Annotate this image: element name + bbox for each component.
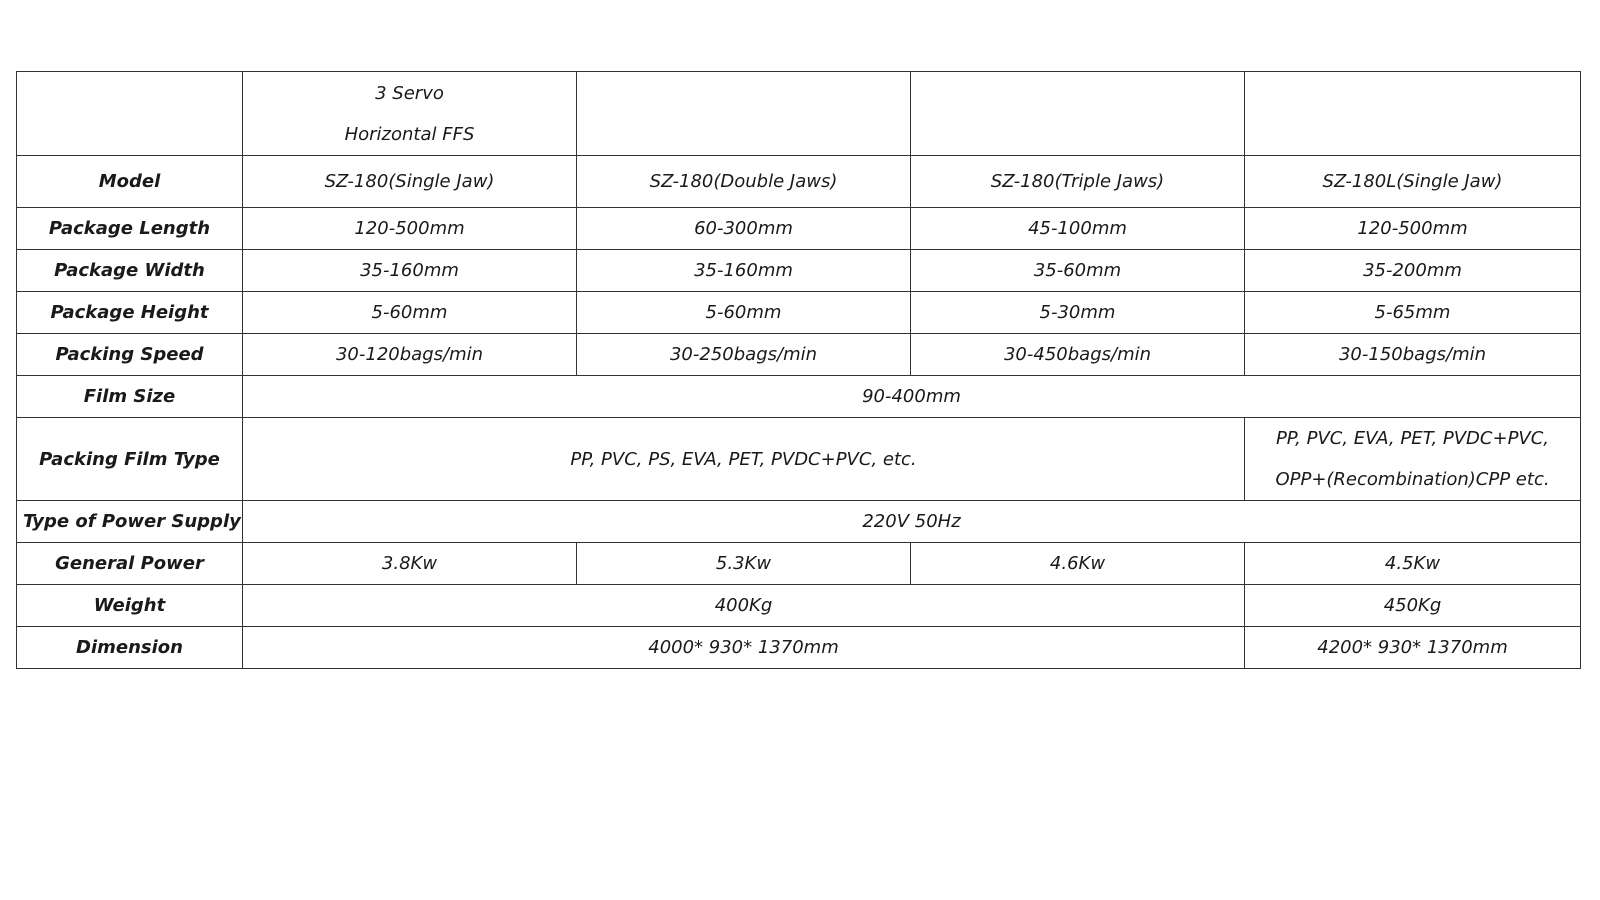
- package-height-cell: 5-60mm: [243, 292, 577, 334]
- packing-film-type-cell: PP, PVC, PS, EVA, PET, PVDC+PVC, etc.: [243, 418, 1245, 501]
- model-cell: SZ-180L(Single Jaw): [1245, 156, 1581, 208]
- package-length-cell: 60-300mm: [577, 208, 911, 250]
- packing-speed-cell: 30-450bags/min: [911, 334, 1245, 376]
- header-title-line1: 3 Servo: [375, 82, 444, 104]
- row-label-weight: Weight: [17, 585, 243, 627]
- general-power-cell: 3.8Kw: [243, 543, 577, 585]
- general-power-cell: 4.6Kw: [911, 543, 1245, 585]
- weight-cell: 400Kg: [243, 585, 1245, 627]
- package-width-cell: 35-160mm: [577, 250, 911, 292]
- model-cell: SZ-180(Single Jaw): [243, 156, 577, 208]
- table-row-package-height: [17, 292, 1581, 334]
- row-label-dimension: Dimension: [17, 627, 243, 669]
- row-label-power-supply: Type of Power Supply: [17, 501, 243, 543]
- header-title-cell: [243, 72, 577, 156]
- header-empty-cell: [17, 72, 243, 156]
- header-empty-cell: [911, 72, 1245, 156]
- table-row-packing-speed: [17, 334, 1581, 376]
- header-empty-cell: [1245, 72, 1581, 156]
- row-label-package-width: Package Width: [17, 250, 243, 292]
- model-cell: SZ-180(Triple Jaws): [911, 156, 1245, 208]
- dimension-cell-last: 4200* 930* 1370mm: [1245, 627, 1581, 669]
- package-length-cell: 120-500mm: [243, 208, 577, 250]
- package-width-cell: 35-160mm: [243, 250, 577, 292]
- packing-film-type-cell-last: [1245, 418, 1581, 501]
- packing-film-type-line2: OPP+(Recombination)CPP etc.: [1275, 469, 1550, 490]
- row-label-film-size: Film Size: [17, 376, 243, 418]
- spec-table: [16, 71, 1581, 669]
- model-cell: SZ-180(Double Jaws): [577, 156, 911, 208]
- header-empty-cell: [577, 72, 911, 156]
- table-row-package-length: [17, 208, 1581, 250]
- table-row-general-power: [17, 543, 1581, 585]
- row-label-packing-speed: Packing Speed: [17, 334, 243, 376]
- table-row-power-supply: [17, 501, 1581, 543]
- table-row-weight: [17, 585, 1581, 627]
- table-row-film-size: [17, 376, 1581, 418]
- general-power-cell: 5.3Kw: [577, 543, 911, 585]
- table-row-packing-film-type: [17, 418, 1581, 501]
- package-width-cell: 35-200mm: [1245, 250, 1581, 292]
- general-power-cell: 4.5Kw: [1245, 543, 1581, 585]
- packing-film-type-line1: PP, PVC, EVA, PET, PVDC+PVC,: [1275, 428, 1550, 449]
- packing-speed-cell: 30-250bags/min: [577, 334, 911, 376]
- table-row-package-width: [17, 250, 1581, 292]
- row-label-package-height: Package Height: [17, 292, 243, 334]
- dimension-cell: 4000* 930* 1370mm: [243, 627, 1245, 669]
- package-width-cell: 35-60mm: [911, 250, 1245, 292]
- row-label-general-power: General Power: [17, 543, 243, 585]
- package-length-cell: 120-500mm: [1245, 208, 1581, 250]
- package-height-cell: 5-65mm: [1245, 292, 1581, 334]
- row-label-package-length: Package Length: [17, 208, 243, 250]
- package-length-cell: 45-100mm: [911, 208, 1245, 250]
- row-label-model: Model: [17, 156, 243, 208]
- header-title-line2: Horizontal FFS: [344, 123, 475, 145]
- table-row-model: [17, 156, 1581, 208]
- power-supply-cell: 220V 50Hz: [243, 501, 1581, 543]
- weight-cell-last: 450Kg: [1245, 585, 1581, 627]
- table-header-row: [17, 72, 1581, 156]
- packing-speed-cell: 30-150bags/min: [1245, 334, 1581, 376]
- package-height-cell: 5-60mm: [577, 292, 911, 334]
- film-size-cell: 90-400mm: [243, 376, 1581, 418]
- row-label-packing-film-type: Packing Film Type: [17, 418, 243, 501]
- table-row-dimension: [17, 627, 1581, 669]
- packing-speed-cell: 30-120bags/min: [243, 334, 577, 376]
- package-height-cell: 5-30mm: [911, 292, 1245, 334]
